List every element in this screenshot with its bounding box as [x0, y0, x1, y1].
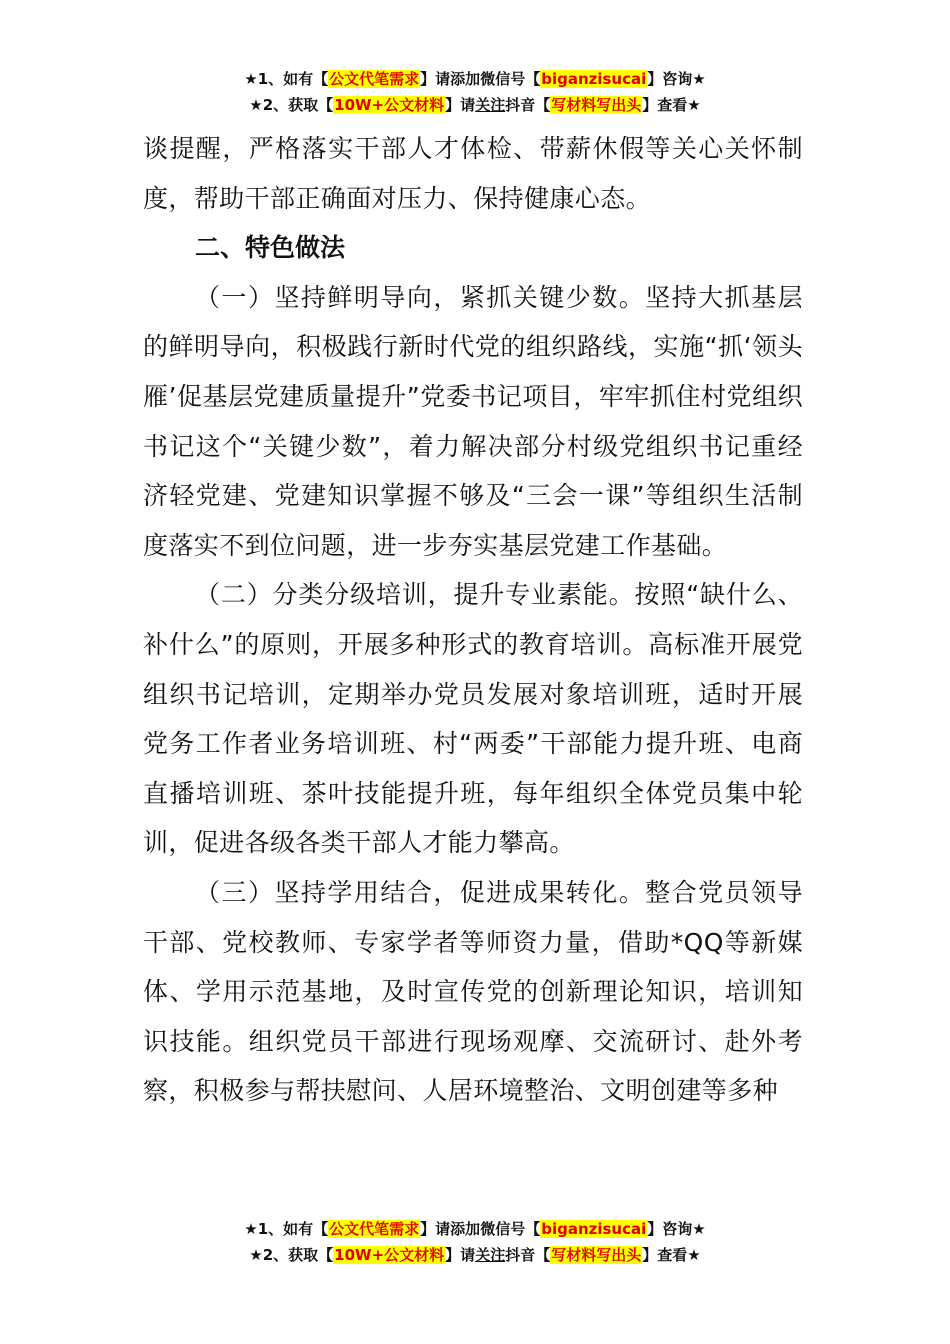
- banner-text: 】查看: [642, 96, 688, 114]
- star-icon: ★: [687, 1246, 701, 1264]
- star-icon: ★: [249, 1246, 263, 1264]
- banner-text: 】请: [445, 1246, 476, 1264]
- paragraph-continued: 谈提醒，严格落实干部人才体检、带薪休假等关心关怀制度，帮助干部正确面对压力、保持健康心态。: [143, 134, 803, 213]
- banner-text: 】请: [445, 96, 476, 114]
- highlight-text: 10W+公文材料: [334, 1246, 445, 1264]
- banner-text: 】咨询: [647, 1220, 693, 1238]
- banner-text: 1、如有【: [257, 1220, 329, 1238]
- banner-text: 微信号【: [480, 1220, 541, 1238]
- highlight-text: 写材料写出头: [551, 1246, 642, 1264]
- banner-text: 抖音【: [505, 1246, 551, 1264]
- star-icon: ★: [244, 70, 258, 88]
- footer-banner: [0, 1216, 950, 1268]
- banner-text: 】咨询: [647, 70, 693, 88]
- header-banner: [0, 66, 950, 118]
- banner-text: 2、获取【: [262, 1246, 334, 1264]
- highlight-text: biganzisucai: [541, 70, 647, 88]
- banner-text: 】请: [420, 70, 451, 88]
- paragraph-1: （一）坚持鲜明导向，紧抓关键少数。坚持大抓基层的鲜明导向，积极践行新时代党的组织路线，实施“抓‘领头雁’促基层党建质量提升”党委书记项目，牢牢抓住村党组织书记这个“关键少数”，着力解决部分村级党组织书记重经济轻党建、党建知识掌握不够及“三会一课”等组织生活制度落实不到位问题，进一步夯实基层党建工作基础。: [143, 282, 803, 560]
- section-heading: 二、特色做法: [195, 233, 346, 263]
- banner-line-1: [0, 66, 950, 92]
- emphasis-text: 添加: [450, 70, 481, 88]
- banner-text: 微信号【: [480, 70, 541, 88]
- banner-text: 2、获取【: [262, 96, 334, 114]
- emphasis-text: 添加: [450, 1220, 481, 1238]
- highlight-text: biganzisucai: [541, 1220, 647, 1238]
- star-icon: ★: [692, 70, 706, 88]
- highlight-text: 10W+公文材料: [334, 96, 445, 114]
- banner-line-1: [0, 1216, 950, 1242]
- paragraph-3: （三）坚持学用结合，促进成果转化。整合党员领导干部、党校教师、专家学者等师资力量，借助*QQ等新媒体、学用示范基地，及时宣传党的创新理论知识，培训知识技能。组织党员干部进行现场观摩、交流研讨、赴外考察，积极参与帮扶慰问、人居环境整治、文明创建等多种: [143, 877, 803, 1106]
- star-icon: ★: [687, 96, 701, 114]
- star-icon: ★: [692, 1220, 706, 1238]
- banner-text: 1、如有【: [257, 70, 329, 88]
- emphasis-text: 关注: [475, 96, 506, 114]
- banner-text: 抖音【: [505, 96, 551, 114]
- paragraph-2: （二）分类分级培训，提升专业素能。按照“缺什么、补什么”的原则，开展多种形式的教育培训。高标准开展党组织书记培训，定期举办党员发展对象培训班，适时开展党务工作者业务培训班、村“两委”干部能力提升班、电商直播培训班、茶叶技能提升班，每年组织全体党员集中轮训，促进各级各类干部人才能力攀高。: [143, 580, 803, 858]
- highlight-text: 公文代笔需求: [329, 70, 420, 88]
- document-body: [143, 124, 803, 1116]
- star-icon: ★: [244, 1220, 258, 1238]
- highlight-text: 写材料写出头: [551, 96, 642, 114]
- star-icon: ★: [249, 96, 263, 114]
- emphasis-text: 关注: [475, 1246, 506, 1264]
- highlight-text: 公文代笔需求: [329, 1220, 420, 1238]
- banner-line-2: [0, 1242, 950, 1268]
- banner-line-2: [0, 92, 950, 118]
- banner-text: 】查看: [642, 1246, 688, 1264]
- banner-text: 】请: [420, 1220, 451, 1238]
